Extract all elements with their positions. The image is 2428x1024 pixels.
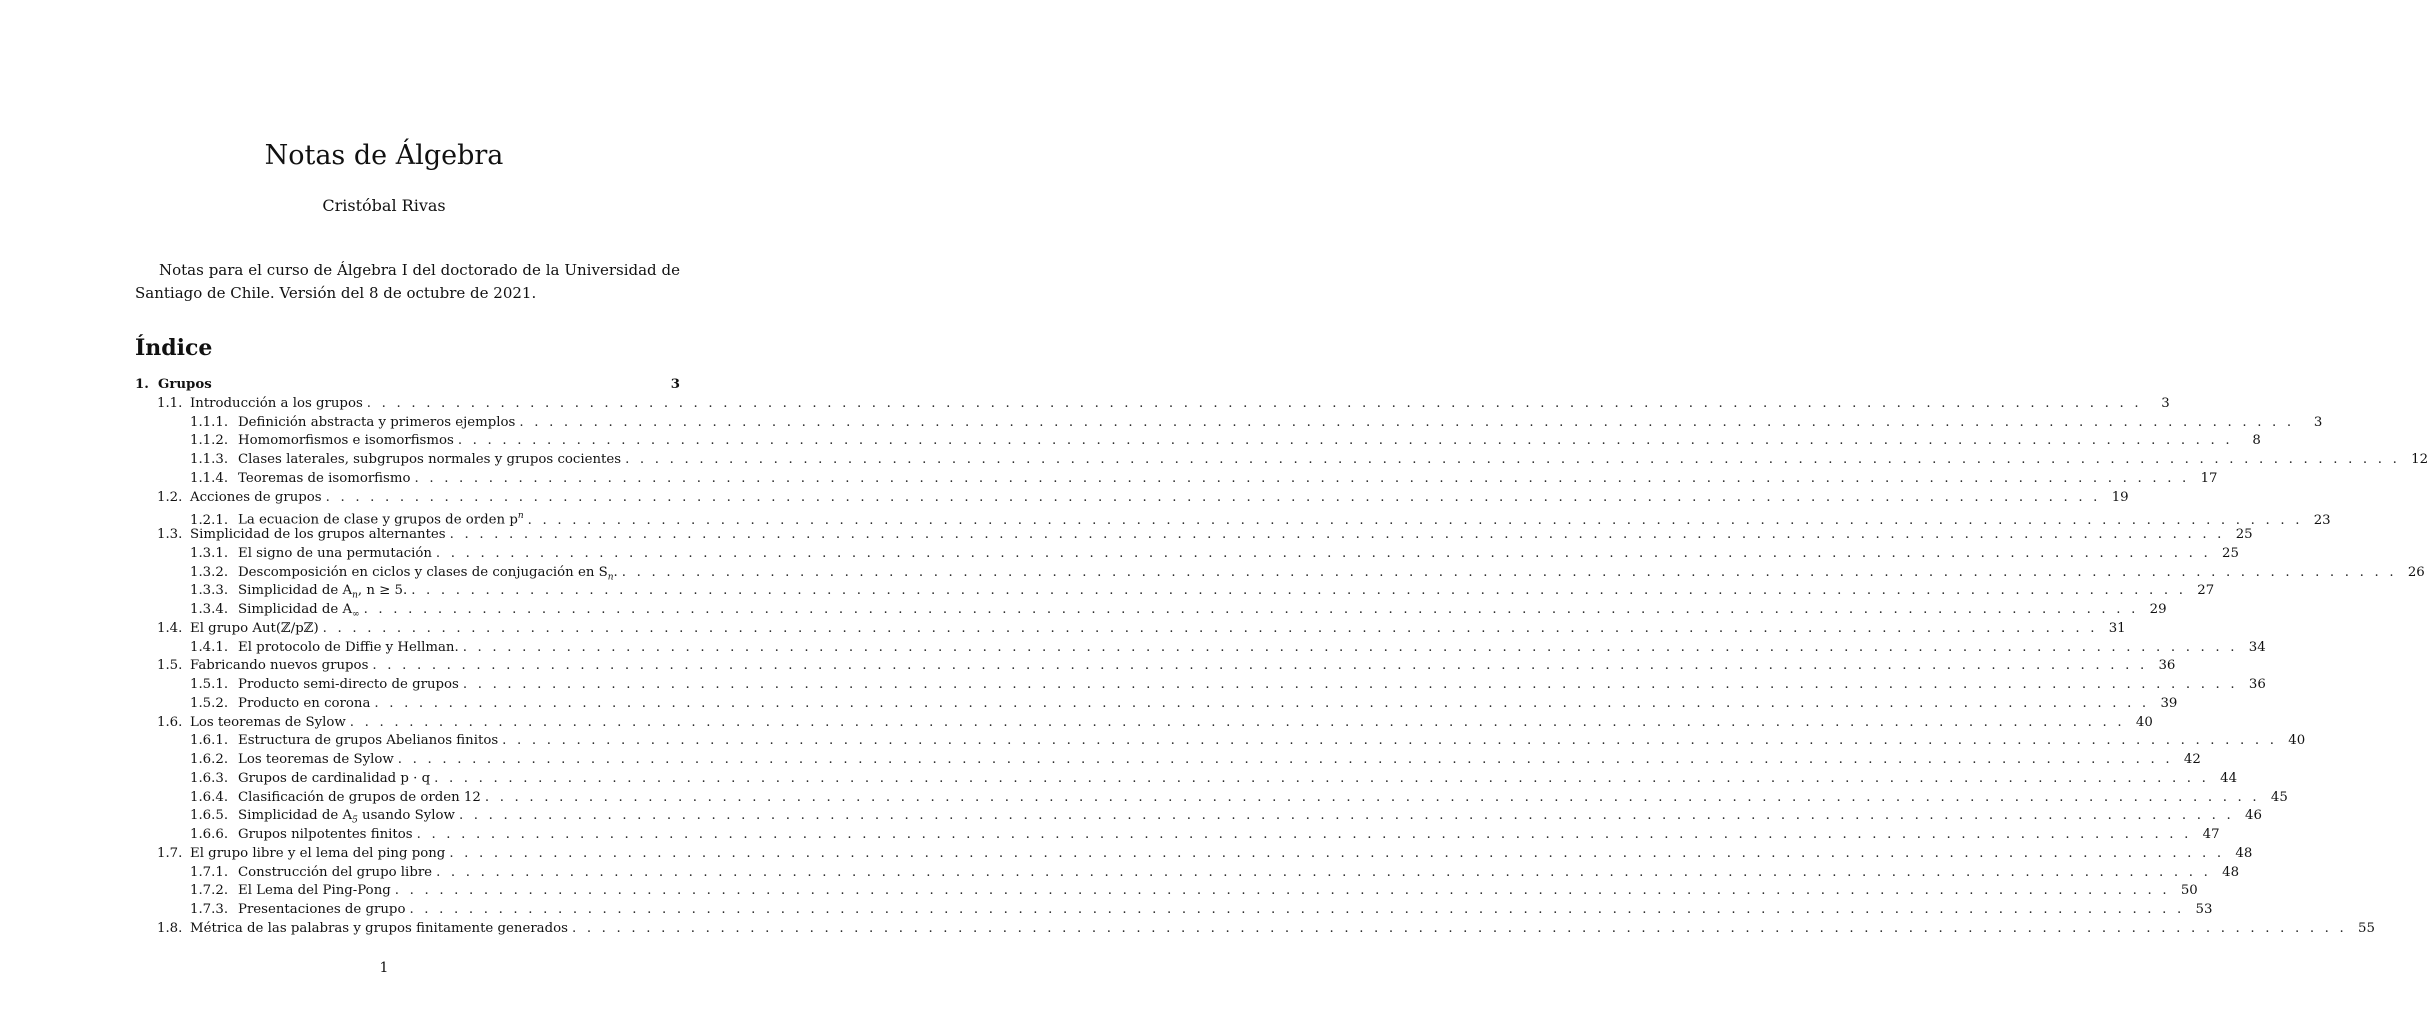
toc-dot-leader: . . . . . . . . . . . . . . . . . . . . . . . . . . . . . . . . . . . . . . . . . . . . . . . . . . . . . . . . . . . . . . . . . . . . . . . . . . . . . . . . . . . . . . . . . . . . . . . . . . . . . . . . . . . . . . . . . . . . . . . . (484, 789, 2260, 805)
toc-subsection-row[interactable] (135, 751, 2201, 770)
toc-dot-leader: . . . . . . . . . . . . . . . . . . . . . . . . . . . . . . . . . . . . . . . . . . . . . . . . . . . . . . . . . . . . . . . . . . . . . . . . . . . . . . . . . . . . . . . . . . . . . . . . . . . . . . . . . . . . . . . . . . . . . . . . (363, 602, 2139, 617)
toc-number: 1.3. (157, 527, 183, 542)
toc-subsection-row[interactable] (135, 432, 2261, 451)
toc-page: 12 (2411, 452, 2428, 467)
toc-dot-leader: . . . . . . . . . . . . . . . . . . . . . . . . . . . . . . . . . . . . . . . . . . . . . . . . . . . . . . . . . . . . . . . . . . . . . . . . . . . . . . . . . . . . . . . . . . . . . . . . . . . . . . . . . . . . . . . . . . . . . . . . (458, 808, 2234, 824)
toc-subsection-row[interactable] (135, 901, 2213, 920)
document-abstract: Notas para el curso de Álgebra I del doctorado de la Universidad de Santiago de Chile. Versión del 8 de octubre de 2021. (135, 261, 680, 302)
toc-subsection-row[interactable] (135, 864, 2240, 883)
toc-subsection-row[interactable] (135, 564, 2425, 583)
toc-section-row[interactable] (135, 920, 2375, 939)
toc-dot-leader: . . . . . . . . . . . . . . . . . . . . . . . . . . . . . . . . . . . . . . . . . . . . . . . . . . . . . . . . . . . . . . . . . . . . . . . . . . . . . . . . . . . . . . . . . . . . . . . . . . . . . . . . . . . . . . . . . . . . . . . . (372, 658, 2148, 674)
toc-number: 1.3.1. (190, 545, 229, 561)
toc-page: 50 (2180, 883, 2198, 899)
toc-dot-leader: . . . . . . . . . . . . . . . . . . . . . . . . . . . . . . . . . . . . . . . . . . . . . . . . . . . . . . . . . . . . . . . . . . . . . . . . . . . . . . . . . . . . . . . . . . . . . . . . . . . . . . . . . . . . . . . . . . . . . . . . (349, 714, 2125, 730)
toc-label: Simplicidad de $A_5$ usando Sylow (238, 808, 455, 826)
toc-subsection-row[interactable] (135, 601, 2167, 620)
toc-number: 1.3.2. (190, 564, 229, 580)
toc-page: 36 (2248, 677, 2266, 692)
toc-page: 27 (2197, 583, 2215, 599)
toc-dot-leader: . . . . . . . . . . . . . . . . . . . . . . . . . . . . . . . . . . . . . . . . . . . . . . . . . . . . . . . . . . . . . . . . . . . . . . . . . . . . . . . . . . . . . . . . . . . . . . . . . . . . . . . . . . . . . . . . . . . . . . . . (394, 883, 2170, 899)
toc-dot-leader: . . . . . . . . . . . . . . . . . . . . . . . . . . . . . . . . . . . . . . . . . . . . . . . . . . . . . . . . . . . . . . . . . . . . . . . . . . . . . . . . . . . . . . . . . . . . . . . . . . . . . . . . . . . . . . . . . . . . . . . . (449, 845, 2225, 861)
toc-subsection-row[interactable] (135, 414, 2323, 433)
toc-subsection-row[interactable] (135, 882, 2198, 901)
toc-label: El grupo Aut(ℤ/pℤ) (190, 620, 319, 636)
toc-number: 1.3.4. (190, 602, 229, 617)
toc-label: El protocolo de Diffie y Hellman. (238, 639, 459, 655)
toc-label: Homomorfismos e isomorfismos (238, 433, 454, 449)
toc-number: 1. (135, 377, 149, 392)
toc-dot-leader: . . . . . . . . . . . . . . . . . . . . . . . . . . . . . . . . . . . . . . . . . . . . . . . . . . . . . . . . . . . . . . . . . . . . . . . . . . . . . . . . . . . . . . . . . . . . . . . . . . . . . . . . . . . . . . . . . . . . . . . . (436, 864, 2212, 880)
toc-page: 45 (2270, 789, 2288, 805)
toc-label: Clasificación de grupos de orden 12 (238, 789, 481, 805)
toc-page: 44 (2220, 770, 2238, 786)
toc-subsection-row[interactable] (135, 789, 2288, 808)
toc-label: Descomposición en ciclos y clases de conjugación en $S_n$. (238, 564, 618, 583)
toc-number: 1.7. (157, 845, 183, 861)
toc-dot-leader: . . . . . . . . . . . . . . . . . . . . . . . . . . . . . . . . . . . . . . . . . . . . . . . . . . . . . . . . . . . . . . . . . . . . . . . . . . . . . . . . . . . . . . . . . . . . . . . . . . . . . . . . . . . . . . . . . . . . . . . . (409, 902, 2185, 917)
toc-page: 40 (2135, 714, 2153, 730)
toc-label: Los teoremas de Sylow (190, 714, 346, 730)
toc-dot-leader: . . . . . . . . . . . . . . . . . . . . . . . . . . . . . . . . . . . . . . . . . . . . . . . . . . . . . . . . . . . . . . . . . . . . . . . . . . . . . . . . . . . . . . . . . . . . . . . . . . . . . . . . . . . . . . . . . . . . . . . . (322, 620, 2098, 636)
toc-page: 26 (2407, 564, 2425, 580)
toc-label: Métrica de las palabras y grupos finitamente generados (190, 920, 568, 936)
toc-dot-leader: . . . . . . . . . . . . . . . . . . . . . . . . . . . . . . . . . . . . . . . . . . . . . . . . . . . . . . . . . . . . . . . . . . . . . . . . . . . . . . . . . . . . . . . . . . . . . . . . . . . . . . . . . . . . . . . . . . . . . . . . (621, 564, 2397, 580)
toc-number: 1.6.2. (190, 752, 229, 767)
toc-page: 19 (2111, 489, 2129, 505)
toc-label: Teoremas de isomorfismo (238, 470, 411, 486)
toc-page: 39 (2160, 695, 2178, 711)
toc-number: 1.6.6. (190, 827, 229, 842)
toc-label: Simplicidad de los grupos alternantes (190, 527, 446, 542)
page-number: 1 (379, 960, 389, 976)
toc-page: 48 (2235, 845, 2253, 861)
toc-dot-leader: . . . . . . . . . . . . . . . . . . . . . . . . . . . . . . . . . . . . . . . . . . . . . . . . . . . . . . . . . . . . . . . . . . . . . . . . . . . . . . . . . . . . . . . . . . . . . . . . . . . . . . . . . . . . . . . . . . . . . . . . (625, 452, 2401, 467)
toc-page: 31 (2108, 620, 2126, 636)
document-author: Cristóbal Rivas (322, 196, 446, 215)
toc-page: 36 (2158, 658, 2176, 674)
toc-subsection-row[interactable] (135, 676, 2266, 695)
toc-label: Definición abstracta y primeros ejemplos (238, 414, 516, 430)
toc-section-row[interactable] (135, 845, 2253, 864)
toc-heading: Índice (135, 335, 213, 361)
toc-chapter-row[interactable] (135, 376, 680, 395)
toc-dot-leader: . . . . . . . . . . . . . . . . . . . . . . . . . . . . . . . . . . . . . . . . . . . . . . . . . . . . . . . . . . . . . . . . . . . . . . . . . . . . . . . . . . . . . . . . . . . . . . . . . . . . . . . . . . . . . . . . . . . . . . . . (434, 770, 2210, 786)
toc-dot-leader: . . . . . . . . . . . . . . . . . . . . . . . . . . . . . . . . . . . . . . . . . . . . . . . . . . . . . . . . . . . . . . . . . . . . . . . . . . . . . . . . . . . . . . . . . . . . . . . . . . . . . . . . . . . . . . . . . . . . . . . . (462, 639, 2238, 655)
toc-number: 1.7.2. (190, 883, 229, 899)
toc-label: El Lema del Ping-Pong (238, 883, 391, 899)
toc-number: 1.1.2. (190, 433, 229, 449)
toc-page: 8 (2252, 433, 2261, 449)
toc-number: 1.5.1. (190, 677, 229, 692)
toc-page: 42 (2183, 752, 2201, 767)
toc-page: 3 (2161, 395, 2170, 411)
toc-number: 1.8. (157, 920, 183, 936)
table-of-contents (135, 376, 2428, 939)
toc-page: 25 (2221, 545, 2239, 561)
toc-page: 29 (2149, 602, 2167, 617)
toc-dot-leader: . . . . . . . . . . . . . . . . . . . . . . . . . . . . . . . . . . . . . . . . . . . . . . . . . . . . . . . . . . . . . . . . . . . . . . . . . . . . . . . . . . . . . . . . . . . . . . . . . . . . . . . . . . . . . . . . . . . . . . . . (502, 733, 2278, 749)
toc-page: 23 (2313, 512, 2331, 528)
toc-subsection-row[interactable] (135, 770, 2238, 789)
toc-number: 1.6. (157, 714, 183, 730)
toc-section-row[interactable] (135, 657, 2176, 676)
toc-dot-leader: . . . . . . . . . . . . . . . . . . . . . . . . . . . . . . . . . . . . . . . . . . . . . . . . . . . . . . . . . . . . . . . . . . . . . . . . . . . . . . . . . . . . . . . . . . . . . . . . . . . . . . . . . . . . . . . . . . . . . . . . (366, 395, 2142, 411)
toc-dot-leader: . . . . . . . . . . . . . . . . . . . . . . . . . . . . . . . . . . . . . . . . . . . . . . . . . . . . . . . . . . . . . . . . . . . . . . . . . . . . . . . . . . . . . . . . . . . . . . . . . . . . . . . . . . . . . . . . . . . . . . . . (397, 752, 2173, 767)
toc-number: 1.2.1. (190, 512, 229, 528)
toc-subsection-row[interactable] (135, 732, 2306, 751)
toc-subsection-row[interactable] (135, 507, 2331, 528)
toc-label: Presentaciones de grupo (238, 902, 406, 917)
toc-label: El signo de una permutación (238, 545, 432, 561)
toc-number: 1.6.4. (190, 789, 229, 805)
toc-page: 3 (670, 377, 680, 392)
toc-dot-leader: . . . . . . . . . . . . . . . . . . . . . . . . . . . . . . . . . . . . . . . . . . . . . . . . . . . . . . . . . . . . . . . . . . . . . . . . . . . . . . . . . . . . . . . . . . . . . . . . . . . . . . . . . . . . . . . . . . . . . . . . (325, 489, 2101, 505)
toc-page: 3 (2313, 414, 2323, 430)
toc-dot-leader: . . . . . . . . . . . . . . . . . . . . . . . . . . . . . . . . . . . . . . . . . . . . . . . . . . . . . . . . . . . . . . . . . . . . . . . . . . . . . . . . . . . . . . . . . . . . . . . . . . . . . . . . . . . . . . . . . . . . . . . . (519, 414, 2295, 430)
toc-number: 1.1.3. (190, 452, 229, 467)
toc-number: 1.4. (157, 620, 183, 636)
toc-label: Producto semi-directo de grupos (238, 677, 459, 692)
toc-label: Fabricando nuevos grupos (190, 658, 369, 674)
toc-page: 46 (2245, 808, 2262, 824)
document-title: Notas de Álgebra (264, 140, 504, 171)
toc-number: 1.6.3. (190, 770, 229, 786)
toc-subsection-row[interactable] (135, 807, 2262, 826)
toc-number: 1.1.4. (190, 470, 229, 486)
toc-label: Simplicidad de $A_\infty$ (238, 602, 360, 620)
toc-subsection-row[interactable] (135, 826, 2220, 845)
toc-number: 1.4.1. (190, 639, 229, 655)
toc-label: Clases laterales, subgrupos normales y grupos cocientes (238, 452, 622, 467)
toc-label: La ecuacion de clase y grupos de orden $p^n$ (238, 511, 524, 528)
toc-page: 34 (2248, 639, 2266, 655)
toc-dot-leader: . . . . . . . . . . . . . . . . . . . . . . . . . . . . . . . . . . . . . . . . . . . . . . . . . . . . . . . . . . . . . . . . . . . . . . . . . . . . . . . . . . . . . . . . . . . . . . . . . . . . . . . . . . . . . . . . . . . . . . . . (449, 527, 2225, 542)
toc-number: 1.1.1. (190, 414, 229, 430)
toc-label: Estructura de grupos Abelianos finitos (238, 733, 499, 749)
toc-dot-leader: . . . . . . . . . . . . . . . . . . . . . . . . . . . . . . . . . . . . . . . . . . . . . . . . . . . . . . . . . . . . . . . . . . . . . . . . . . . . . . . . . . . . . . . . . . . . . . . . . . . . . . . . . . . . . . . . . . . . . . . . (414, 470, 2190, 486)
toc-label: Acciones de grupos (190, 489, 322, 505)
toc-number: 1.5. (157, 658, 183, 674)
toc-page: 48 (2222, 864, 2240, 880)
toc-label: Simplicidad de $A_n$, n ≥ 5. (238, 583, 408, 601)
toc-section-row[interactable] (135, 489, 2129, 508)
toc-page: 53 (2195, 902, 2213, 917)
toc-section-row[interactable] (135, 526, 2253, 545)
toc-number: 1.6.5. (190, 808, 229, 824)
toc-page: 55 (2358, 920, 2375, 936)
toc-label: Grupos de cardinalidad p · q (238, 770, 431, 786)
toc-number: 1.5.2. (190, 695, 229, 711)
toc-dot-leader: . . . . . . . . . . . . . . . . . . . . . . . . . . . . . . . . . . . . . . . . . . . . . . . . . . . . . . . . . . . . . . . . . . . . . . . . . . . . . . . . . . . . . . . . . . . . . . . . . . . . . . . . . . . . . . . . . . . . . . . . (411, 583, 2187, 599)
toc-subsection-row[interactable] (135, 639, 2266, 658)
toc-dot-leader: . . . . . . . . . . . . . . . . . . . . . . . . . . . . . . . . . . . . . . . . . . . . . . . . . . . . . . . . . . . . . . . . . . . . . . . . . . . . . . . . . . . . . . . . . . . . . . . . . . . . . . . . . . . . . . . . . . . . . . . . (374, 695, 2150, 711)
toc-subsection-row[interactable] (135, 695, 2178, 714)
toc-dot-leader: . . . . . . . . . . . . . . . . . . . . . . . . . . . . . . . . . . . . . . . . . . . . . . . . . . . . . . . . . . . . . . . . . . . . . . . . . . . . . . . . . . . . . . . . . . . . . . . . . . . . . . . . . . . . . . . . . . . . . . . . (416, 827, 2192, 842)
toc-section-row[interactable] (135, 620, 2126, 639)
toc-label: Producto en corona (238, 695, 371, 711)
toc-label: Construcción del grupo libre (238, 864, 433, 880)
toc-dot-leader: . . . . . . . . . . . . . . . . . . . . . . . . . . . . . . . . . . . . . . . . . . . . . . . . . . . . . . . . . . . . . . . . . . . . . . . . . . . . . . . . . . . . . . . . . . . . . . . . . . . . . . . . . . . . . . . . . . . . . . . . (527, 512, 2303, 528)
toc-dot-leader: . . . . . . . . . . . . . . . . . . . . . . . . . . . . . . . . . . . . . . . . . . . . . . . . . . . . . . . . . . . . . . . . . . . . . . . . . . . . . . . . . . . . . . . . . . . . . . . . . . . . . . . . . . . . . . . . . . . . . . . . (462, 677, 2238, 692)
toc-number: 1.2. (157, 489, 183, 505)
toc-page: 17 (2200, 470, 2218, 486)
toc-number: 1.1. (157, 395, 183, 411)
toc-page: 40 (2288, 733, 2306, 749)
toc-subsection-row[interactable] (135, 451, 2428, 470)
toc-number: 1.3.3. (190, 583, 229, 599)
toc-label: Grupos (158, 377, 212, 392)
toc-subsection-row[interactable] (135, 470, 2218, 489)
toc-subsection-row[interactable] (135, 545, 2239, 564)
toc-entries (135, 395, 2428, 939)
toc-section-row[interactable] (135, 395, 2170, 414)
toc-page: 25 (2235, 527, 2253, 542)
toc-label: Introducción a los grupos (190, 395, 363, 411)
toc-number: 1.7.3. (190, 902, 229, 917)
toc-dot-leader: . . . . . . . . . . . . . . . . . . . . . . . . . . . . . . . . . . . . . . . . . . . . . . . . . . . . . . . . . . . . . . . . . . . . . . . . . . . . . . . . . . . . . . . . . . . . . . . . . . . . . . . . . . . . . . . . . . . . . . . . (435, 545, 2211, 561)
toc-page: 47 (2202, 827, 2220, 842)
toc-dot-leader: . . . . . . . . . . . . . . . . . . . . . . . . . . . . . . . . . . . . . . . . . . . . . . . . . . . . . . . . . . . . . . . . . . . . . . . . . . . . . . . . . . . . . . . . . . . . . . . . . . . . . . . . . . . . . . . . . . . . . . . . (457, 433, 2233, 449)
toc-dot-leader: . . . . . . . . . . . . . . . . . . . . . . . . . . . . . . . . . . . . . . . . . . . . . . . . . . . . . . . . . . . . . . . . . . . . . . . . . . . . . . . . . . . . . . . . . . . . . . . . . . . . . . . . . . . . . . . . . . . . . . . . (571, 920, 2347, 936)
toc-section-row[interactable] (135, 714, 2153, 733)
toc-label: Los teoremas de Sylow (238, 752, 394, 767)
toc-label: El grupo libre y el lema del ping pong (190, 845, 446, 861)
toc-number: 1.6.1. (190, 733, 229, 749)
toc-number: 1.7.1. (190, 864, 229, 880)
toc-label: Grupos nilpotentes finitos (238, 827, 413, 842)
